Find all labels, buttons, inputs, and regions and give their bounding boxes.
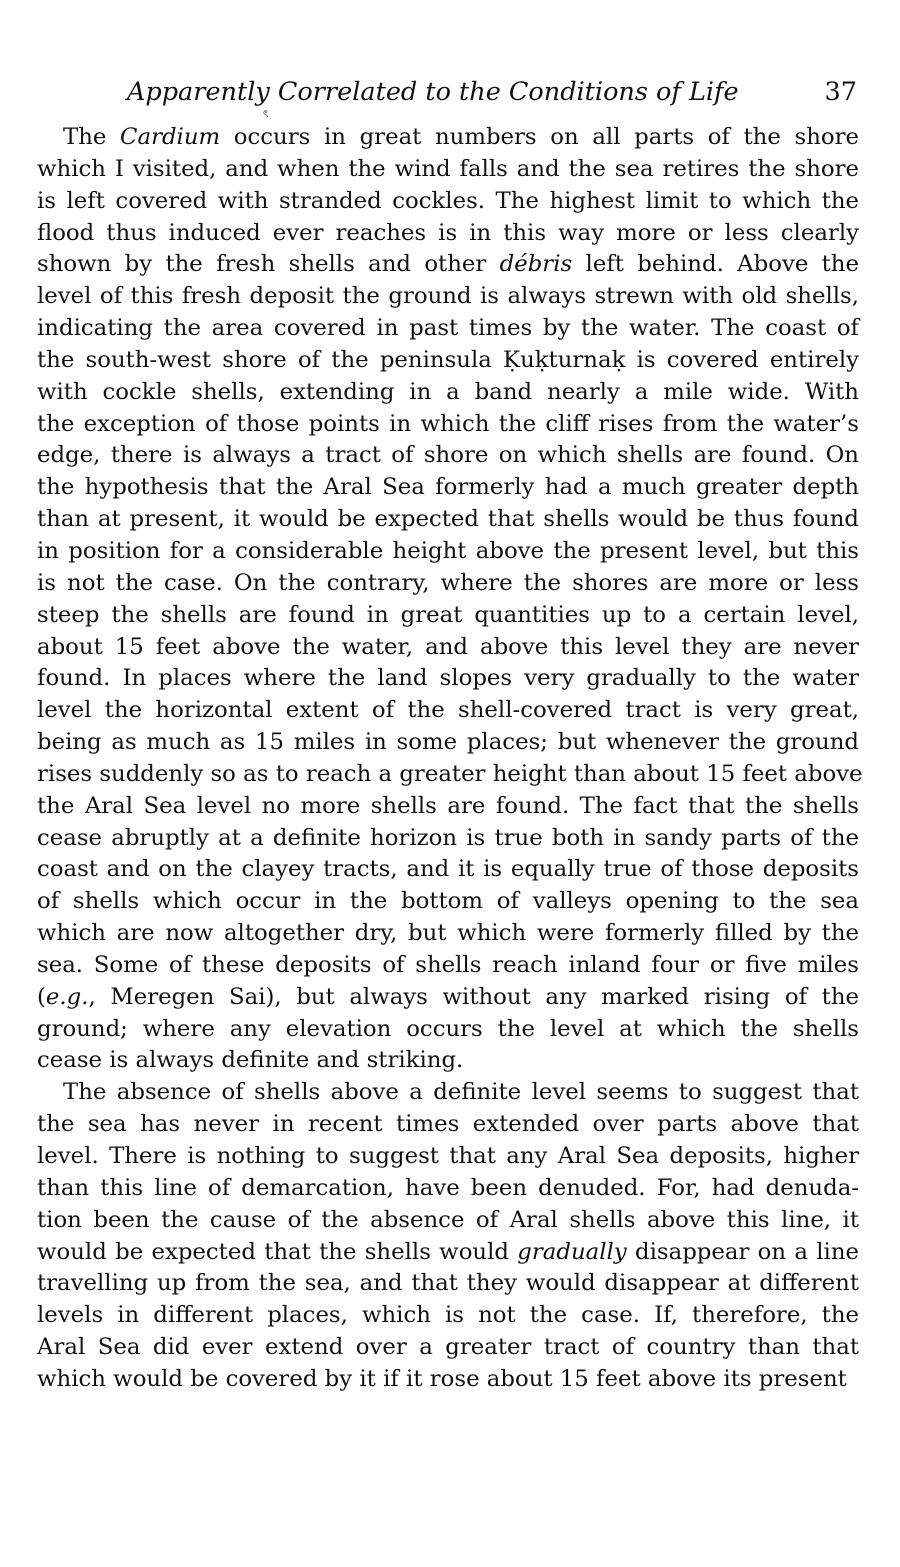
text-segment: cease abruptly at a definite horizon is true both in sandy parts of the: [37, 824, 859, 851]
text-line: [37, 313, 859, 345]
text-line: [37, 886, 859, 918]
text-segment: with cockle shells, extending in a band nearly a mile wide. With: [37, 378, 859, 405]
text-segment: The absence of shells above a definite level seems to suggest that: [63, 1079, 859, 1106]
text-line: [37, 759, 863, 791]
text-line: [37, 663, 859, 695]
text-segment: than at present, it would be expected that shells would be thus found: [37, 506, 859, 533]
text-line: [37, 1141, 859, 1173]
text-segment: rises suddenly so as to reach a greater height than about 15 feet above: [37, 760, 863, 787]
text-segment: level the horizontal extent of the shell-covered tract is very great,: [37, 697, 859, 724]
text-line: [37, 1300, 859, 1332]
text-segment: tion been the cause of the absence of Aral shells above this line, it: [37, 1206, 859, 1233]
paragraph-1: [37, 122, 863, 1077]
text-segment: the sea has never in recent times extended over parts above that: [37, 1111, 859, 1138]
text-segment: the south-west shore of the peninsula Ḳuḳturnaḳ is covered entirely: [37, 346, 859, 373]
text-segment: which I visited, and when the wind falls and the sea retires the shore: [37, 155, 859, 182]
text-segment: edge, there is always a tract of shore on which shells are found. On: [37, 442, 859, 469]
text-line: [37, 186, 859, 218]
text-segment: the hypothesis that the Aral Sea formerly had a much greater depth: [37, 474, 859, 501]
text-segment: indicating the area covered in past times by the water. The coast of: [37, 315, 859, 342]
text-line: [37, 154, 859, 186]
text-line: [37, 632, 859, 664]
text-line: [37, 409, 859, 441]
text-segment: (: [37, 983, 46, 1010]
text-line: [37, 1364, 859, 1396]
text-segment: the Aral Sea level no more shells are found. The fact that the shells: [37, 792, 859, 819]
text-segment: , Meregen Sai), but always without any marked rising of the: [88, 983, 859, 1010]
book-page: [37, 72, 863, 1396]
text-line: [37, 1268, 859, 1300]
text-segment: than this line of demarcation, have been denuded. For, had denuda-: [37, 1174, 859, 1201]
text-segment: steep the shells are found in great quantities up to a certain level,: [37, 601, 859, 628]
text-segment: disappear on a line: [626, 1238, 859, 1265]
running-head: [37, 72, 859, 120]
text-line: [37, 1077, 859, 1109]
text-segment: left behind. Above the: [572, 251, 859, 278]
text-line: [37, 281, 859, 313]
text-segment: shown by the fresh shells and other: [37, 251, 500, 278]
text-line: [37, 600, 859, 632]
text-line: [37, 1237, 859, 1269]
text-line: [37, 1205, 859, 1237]
text-segment: in position for a considerable height above the present level, but this: [37, 537, 859, 564]
text-line: [37, 472, 859, 504]
italic-term: e.g.: [45, 983, 89, 1010]
text-segment: levels in different places, which is not the case. If, therefore, the: [37, 1302, 859, 1329]
text-segment: ground; where any elevation occurs the level at which the shells: [37, 1015, 859, 1042]
text-segment: coast and on the clayey tracts, and it is equally true of those deposits: [37, 856, 859, 883]
text-line: [37, 1173, 859, 1205]
text-segment: sea. Some of these deposits of shells reach inland four or five miles: [37, 951, 859, 978]
text-segment: found. In places where the land slopes very gradually to the water: [37, 665, 859, 692]
text-line: [37, 982, 859, 1014]
text-line: [37, 377, 859, 409]
text-segment: which are now altogether dry, but which were formerly filled by the: [37, 920, 859, 947]
text-line: [37, 122, 859, 154]
text-line: [37, 695, 859, 727]
page-number: 37: [824, 77, 857, 107]
text-segment: level. There is nothing to suggest that any Aral Sea deposits, higher: [37, 1143, 859, 1169]
text-line: [37, 536, 859, 568]
text-segment: being as much as 15 miles in some places; but whenever the ground: [37, 729, 859, 756]
text-segment: of shells which occur in the bottom of valleys opening to the sea: [37, 888, 859, 915]
italic-term: gradually: [517, 1238, 627, 1265]
text-line: [37, 950, 859, 982]
text-line: [37, 568, 859, 600]
text-line: [37, 1109, 859, 1141]
text-segment: travelling up from the sea, and that they would disappear at different: [37, 1270, 859, 1297]
text-line: [37, 345, 859, 377]
text-segment: the exception of those points in which the cliff rises from the water’s: [37, 410, 859, 437]
text-segment: The: [63, 124, 121, 150]
text-line: [37, 440, 859, 472]
text-line: [37, 1332, 859, 1364]
text-line: [37, 791, 859, 823]
text-line: [37, 918, 859, 950]
italic-term: Cardium: [120, 124, 221, 150]
text-segment: would be expected that the shells would: [37, 1238, 518, 1265]
body-text: [37, 122, 863, 1396]
text-line: [37, 823, 859, 855]
text-segment: is left covered with stranded cockles. The highest limit to which the: [37, 187, 859, 214]
text-line: [37, 727, 859, 759]
running-head-title: Apparently Correlated to the Conditions of Life: [127, 77, 739, 107]
italic-term: débris: [499, 251, 573, 278]
margin-mark: ৎ: [263, 109, 269, 120]
text-line: [37, 1014, 859, 1046]
text-line: [37, 504, 859, 536]
text-segment: occurs in great numbers on all parts of the shore: [220, 124, 859, 150]
text-line: [37, 854, 859, 886]
text-segment: about 15 feet above the water, and above this level they are never: [37, 633, 859, 660]
text-segment: Aral Sea did ever extend over a greater tract of country than that: [37, 1334, 859, 1361]
text-segment: flood thus induced ever reaches is in this way more or less clearly: [37, 219, 859, 246]
text-segment: level of this fresh deposit the ground is always strewn with old shells,: [37, 283, 859, 310]
text-line: [37, 218, 859, 250]
text-segment: cease is always definite and striking.: [37, 1047, 464, 1074]
text-line: [37, 249, 859, 281]
text-segment: is not the case. On the contrary, where the shores are more or less: [37, 569, 859, 596]
text-line: [37, 1045, 859, 1077]
paragraph-2: [37, 1077, 859, 1395]
text-segment: which would be covered by it if it rose about 15 feet above its present: [37, 1365, 847, 1392]
